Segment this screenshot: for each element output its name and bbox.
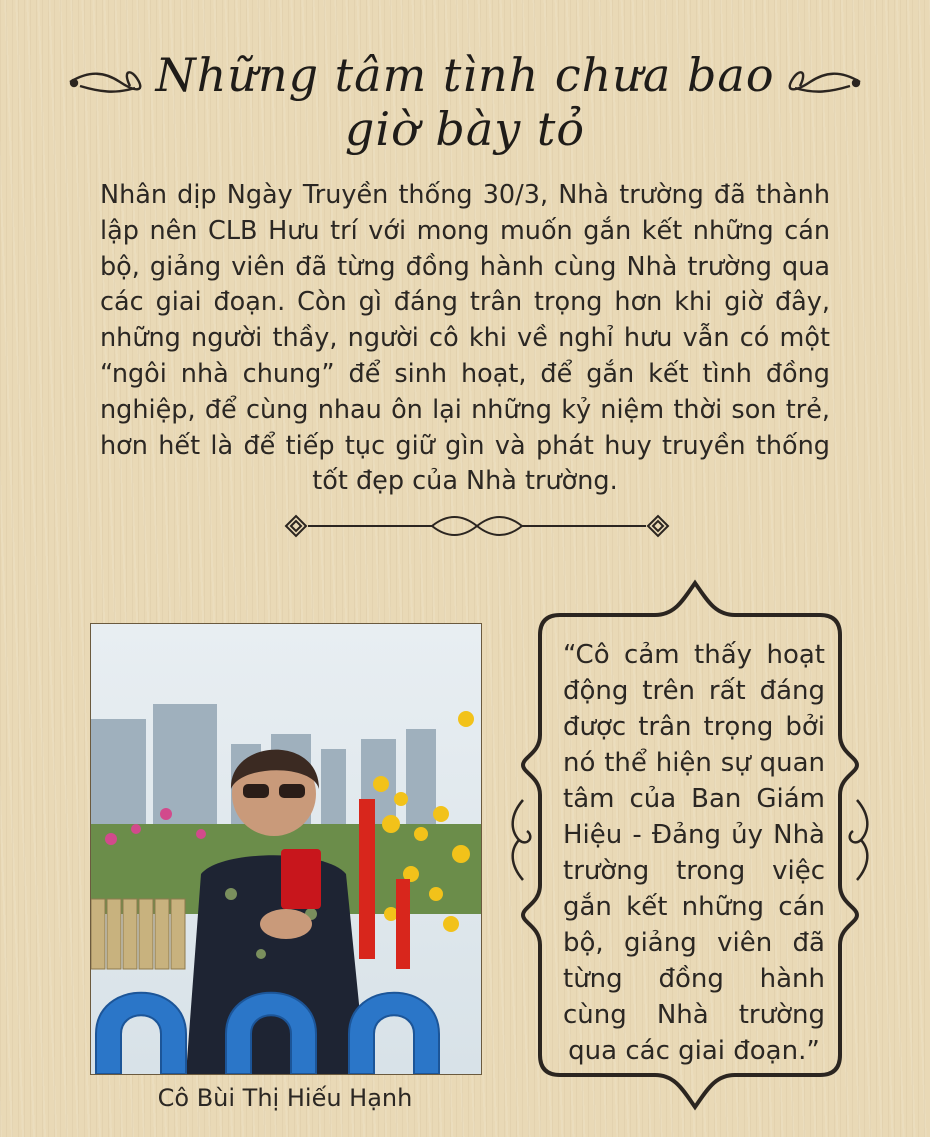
quote-text: “Cô cảm thấy hoạt động trên rất đáng được trân trọng bởi nó thể hiện sự quan tâm của Ban Giám Hiệu - Đảng ủy Nhà trường trong việc gắn kết những cán bộ, giảng viên đã từng đồng hành cùng Nhà trường qua các giai đoạn.” [563, 640, 825, 1066]
ornament-divider-icon [282, 508, 672, 544]
photo-caption: Cô Bùi Thị Hiếu Hạnh [157, 1084, 413, 1112]
teacher-photo [90, 623, 482, 1075]
intro-paragraph: Nhân dịp Ngày Truyền thống 30/3, Nhà trường đã thành lập nên CLB Hưu trí với mong muốn gắn kết những cán bộ, giảng viên đã từng đồng hành cùng Nhà trường qua các giai đoạn. Còn gì đáng trân trọng hơn khi giờ đây, những người thầy, người cô khi về nghỉ hưu vẫn có một “ngôi nhà chung” để sinh hoạt, để gắn kết tình đồng nghiệp, để cùng nhau ôn lại những kỷ niệm thời son trẻ, hơn hết là để tiếp tục giữ gìn và phát huy truyền thống tốt đẹp của Nhà trường. [100, 180, 830, 497]
title-block [60, 30, 870, 156]
page-title: Những tâm tình chưa bao giờ bày tỏ [155, 48, 775, 156]
